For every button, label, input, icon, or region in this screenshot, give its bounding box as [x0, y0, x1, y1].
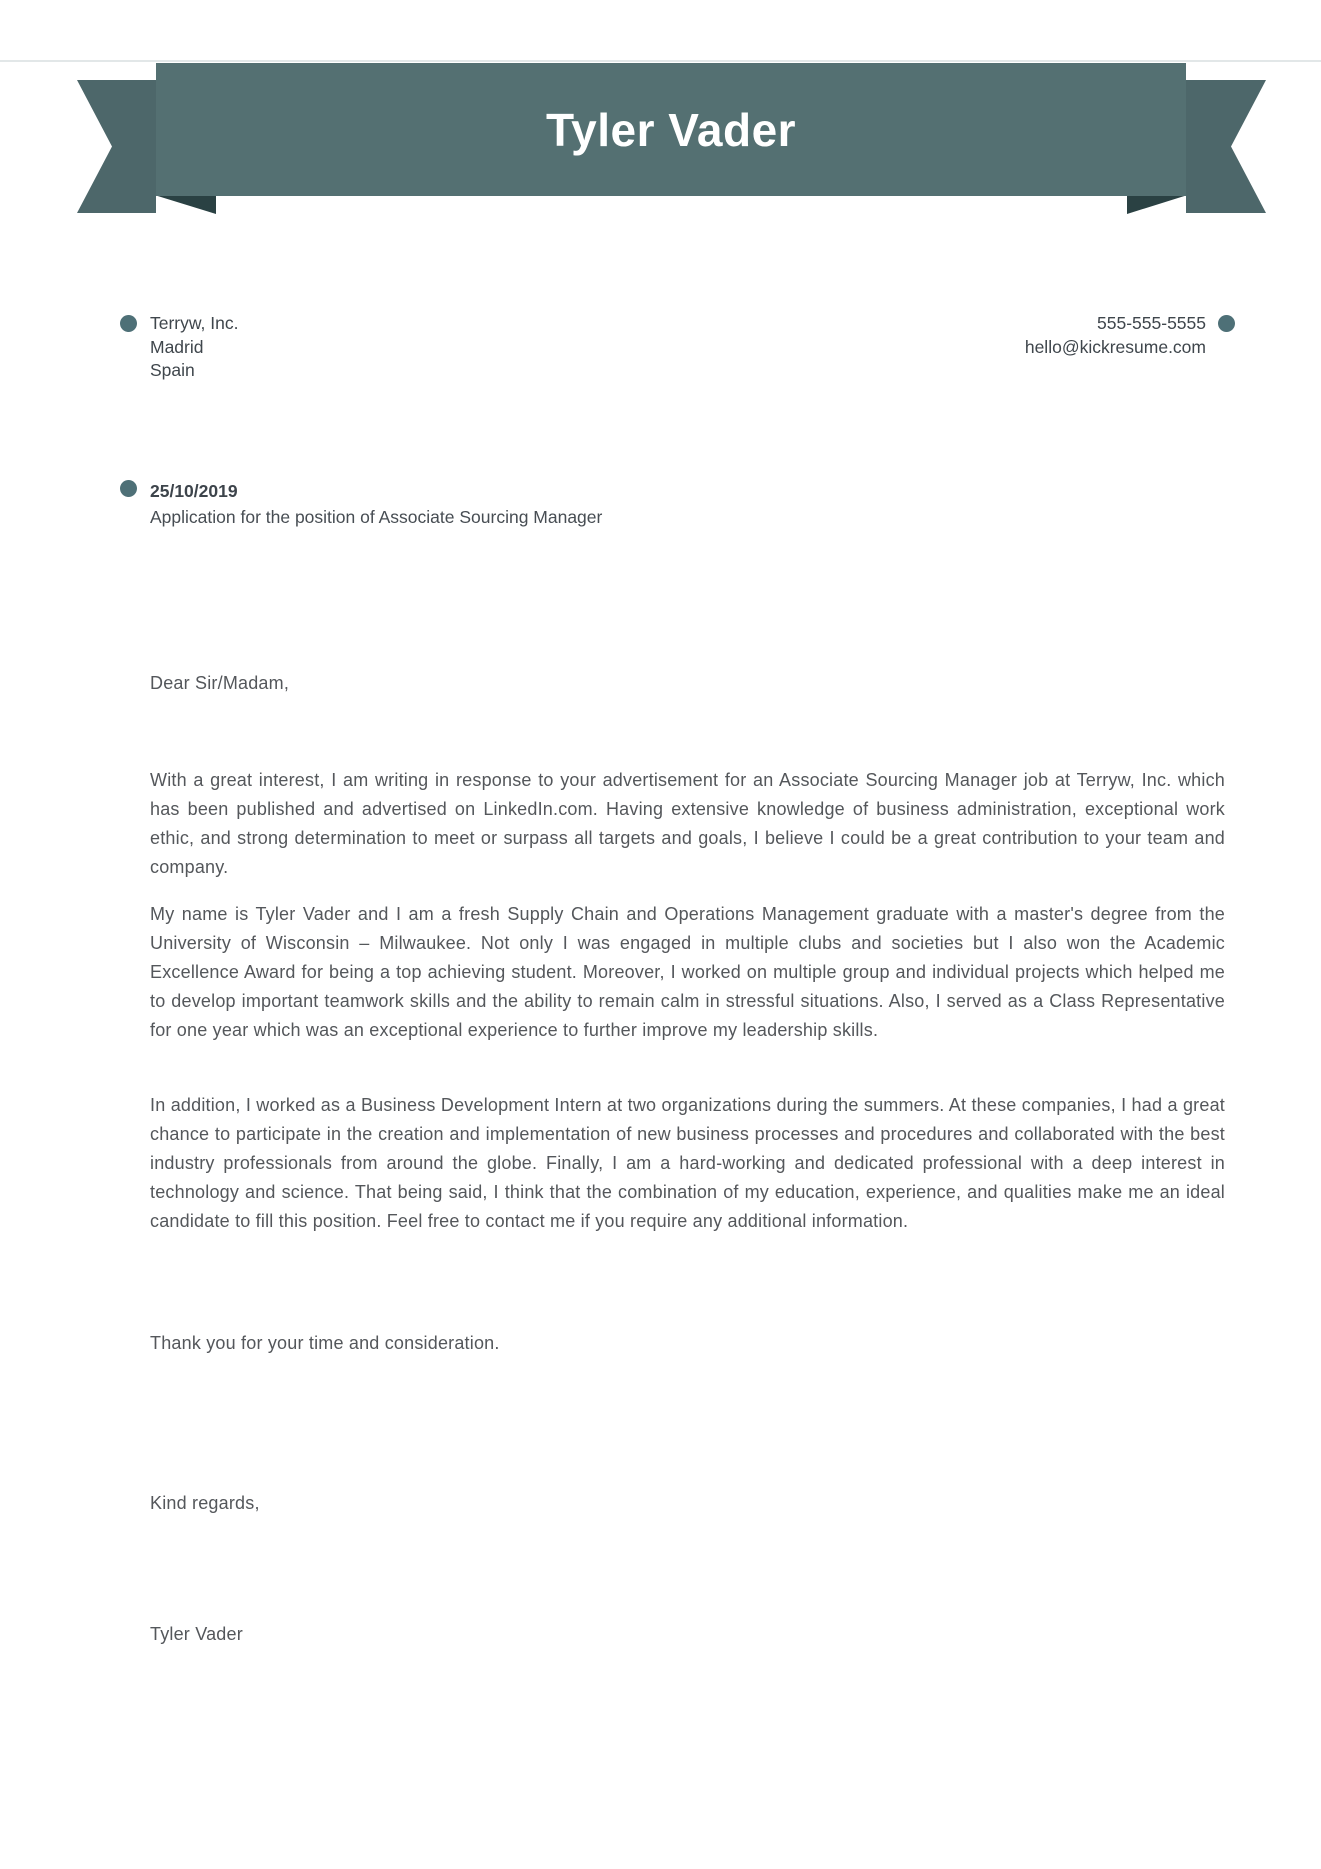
- recipient-city: Madrid: [150, 336, 204, 357]
- email-address: hello@kickresume.com: [1024, 336, 1206, 357]
- recipient-company: Terryw, Inc.: [150, 313, 239, 333]
- page-title: Tyler Vader: [545, 103, 797, 156]
- subject-line: Application for the position of Associate Sourcing Manager: [150, 507, 603, 527]
- contact-bullet-icon: [120, 315, 137, 332]
- ribbon-fold-left: [156, 196, 216, 215]
- date-bullet-icon: [120, 480, 137, 497]
- thanks-line: Thank you for your time and consideration.: [150, 1333, 500, 1353]
- body-paragraph-1: With a great interest, I am writing in response to your advertisement for an Associate Sourcing Manager job at Terryw, Inc. which has been published and advertised on LinkedIn.com. Having extensive knowledge of business administration, exceptional work ethic, and strong determination to meet or surpass all targets and goals, I believe I could be a great contribution to your team and company.: [150, 770, 1225, 877]
- sender-contact-bullet-icon: [1218, 315, 1235, 332]
- ribbon-tail-left: [77, 80, 156, 213]
- closing-line: Kind regards,: [150, 1493, 260, 1513]
- sender-contact-block: [1025, 312, 1206, 359]
- signature-name: Tyler Vader: [150, 1624, 243, 1644]
- recipient-address-block: [150, 312, 239, 383]
- salutation: Dear Sir/Madam,: [150, 673, 290, 693]
- ribbon-tail-right: [1186, 80, 1266, 213]
- body-paragraph-2: My name is Tyler Vader and I am a fresh Supply Chain and Operations Management graduate with a master's degree from the University of Wisconsin – Milwaukee. Not only I was engaged in multiple clubs and societies but I also won the Academic Excellence Award for being a top achieving student. Moreover, I worked on multiple group and individual projects which helped me to develop important teamwork skills and the ability to remain calm in stressful situations. Also, I served as a Class Representative for one year which was an exceptional experience to further improve my leadership skills.: [150, 904, 1225, 1040]
- recipient-country: Spain: [150, 360, 195, 380]
- letter-date: 25/10/2019: [150, 481, 238, 501]
- body-paragraph-3: In addition, I worked as a Business Development Intern at two organizations during the summers. At these companies, I had a great chance to participate in the creation and implementation of new business processes and procedures and collaborated with the best industry professionals from around the globe. Finally, I am a hard-working and dedicated professional with a deep interest in technology and science. That being said, I think that the combination of my education, experience, and qualities make me an ideal candidate to fill this position. Feel free to contact me if you require any additional information.: [150, 1095, 1225, 1231]
- phone-number: 555-555-5555: [1097, 313, 1206, 333]
- ribbon-fold-right: [1127, 196, 1186, 215]
- subject-block: [150, 478, 602, 530]
